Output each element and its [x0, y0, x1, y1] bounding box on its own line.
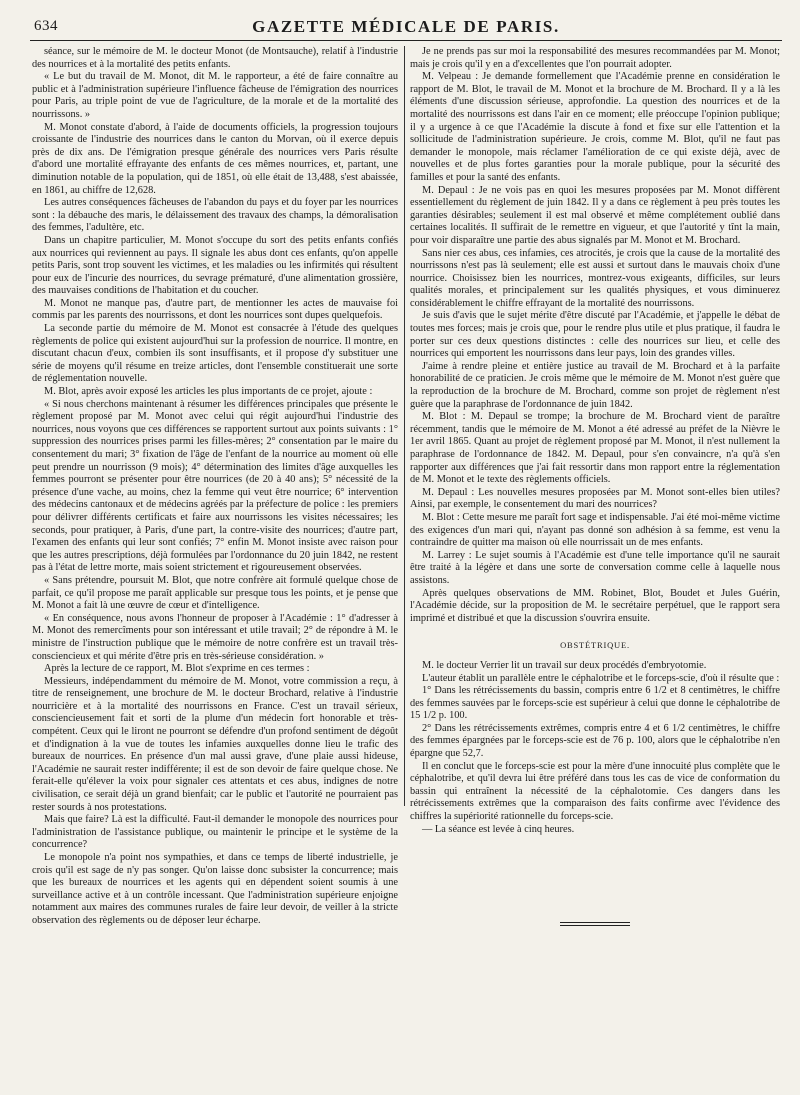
paragraph: Je ne prends pas sur moi la responsabilité des mesures recommandées par M. Monot; mais je crois qu'il y en a d'excellentes que l'on pourrait adopter.: [410, 46, 780, 70]
paragraph: J'aime à rendre pleine et entière justice au travail de M. Brochard et à la parfaite honorabilité de ce praticien. Je crois même que le mémoire de M. Monot n'est guère que la reproduction de la brochure de M. Brochard, comme son projet de règlement n'est guère que la paraphrase de l'ordonnance de juin 1842.: [410, 360, 780, 410]
right-column: [410, 46, 780, 1086]
paragraph: M. le docteur Verrier lit un travail sur deux procédés d'embryotomie.: [422, 659, 707, 671]
page-header: [30, 14, 782, 41]
paragraph: M. Velpeau : Je demande formellement que l'Académie prenne en considération le rapport de M. Blot, le travail de M. Monot et la brochure de M. Brochard. Il y a là les éléments d'une discussion sérieuse, approfondie. La question des nourrices et de la mortalité des nourrissons est dans l'air en ce moment; elle préoccupe l'opinion publique; il y a urgence à ce que l'Académie la discute à fond et fixe sur elle l'attention et la sollicitude de l'administration supérieure. Je crois, comme M. Blot, qu'il ne faut pas demander le monopole, mais réclamer l'amélioration de ce qui existe déjà, avec de nouvelles et de plus fortes garanties pour la morale publique, pour la sécurité des familles et pour la santé des enfants.: [410, 71, 780, 183]
paragraph: Mais que faire? Là est la difficulté. Faut-il demander le monopole des nourrices pour l'administration de l'assistance publique, ou maintenir le principe et le système de la concurrence?: [32, 814, 398, 851]
paragraph: 1° Dans les rétrécissements du bassin, compris entre 6 1/2 et 8 centimètres, le chiffre des femmes sauvées par le forceps-scie est supérieur à celui que donne le céphalotribe de 15 1/2 p. 100.: [410, 685, 780, 722]
paragraph: M. Larrey : Le sujet soumis à l'Académie est d'une telle importance qu'il ne saurait être traité à la légère et dans une sorte de conversation comme celle à laquelle nous assistons.: [410, 549, 780, 586]
left-column: [32, 46, 398, 1086]
paragraph: « Le but du travail de M. Monot, dit M. le rapporteur, a été de faire connaître au public et à l'administration supérieure l'influence fâcheuse de l'émigration des nourrices pour Paris, au triple point de vue de l'agriculture, de la morale et de la mortalité des nourrissons. »: [32, 71, 398, 120]
paragraph: Je suis d'avis que le sujet mérite d'être discuté par l'Académie, et j'appelle le débat de toutes mes forces; mais je crois que, pour le rendre plus utile et plus pratique, il faudra le porter sur ces deux questions distinctes : celle des nourrices sur lieu, et celle des nourrices qui emportent les nourrissons dans leur pays, loin des grandes villes.: [410, 310, 780, 360]
paragraph: L'auteur établit un parallèle entre le céphalotribe et le forceps-scie, d'où il résulte que :: [422, 672, 780, 684]
paragraph: M. Depaul : Les nouvelles mesures proposées par M. Monot sont-elles bien utiles? Ainsi, par exemple, le consentement du mari des nourrices?: [410, 486, 780, 511]
paragraph: « Sans prétendre, poursuit M. Blot, que notre confrère ait formulé quelque chose de parfait, ce qu'il propose me paraît applicable sur presque tous les points, et je pense que M. Monot a fait là une œuvre de cœur et d'intelligence.: [32, 574, 398, 612]
paragraph: Dans un chapitre particulier, M. Monot s'occupe du sort des petits enfants confiés aux nourrices qui reviennent au pays. Il signale les abus dont ces enfants, qu'on appelle petits Paris, sont trop souvent les victimes, et les maladies ou les infirmités qui résultent pour eux de l'incurie des nourrices, du sevrage prématuré, d'une alimentation grossière, des mauvaises conditions de l'habitation et du coucher.: [32, 234, 398, 297]
section-heading: OBSTÉTRIQUE.: [560, 640, 630, 651]
paragraph: Les autres conséquences fâcheuses de l'abandon du pays et du foyer par les nourrices sont : la débauche des maris, le délaissement des travaux des champs, la démoralisation des femmes, l'adultère, etc.: [32, 197, 398, 234]
paragraph: séance, sur le mémoire de M. le docteur Monot (de Montsauche), relatif à l'industrie des nourrices et à la mortalité des petits enfants.: [32, 46, 398, 70]
paragraph: 2° Dans les rétrécissements extrêmes, compris entre 4 et 6 1/2 centimètres, le chiffre des femmes épargnées par le forceps-scie est de 76 p. 100, alors que le céphalotribe n'en épargne que 52,7.: [410, 722, 780, 760]
paragraph: « Si nous cherchons maintenant à résumer les différences principales que présente le règlement proposé par M. Monot avec celui qui régit aujourd'hui l'industrie des nourrices, nous voyons que ces différences se rapportent surtout aux points suivants : 1° suppression des nourrices prises parmi les filles-mères; 2° consentation par le maire du consentement du mari; 3° fixation de l'âge de l'enfant de la nourrice au moment où elle peut prendre un nourrisson (9 mois); 4° détermination des limites d'âge auxquelles les femmes pourront se présenter pour être nourrices (de 20 à 40 ans); 5° nécessité de la présence d'une vache, au moins, chez la femme qui veut être nourrice; 6° intervention des médecins cantonaux et de médecins agréés par la préfecture de police : les premiers pour délivrer différents certificats et faire aux nourrissons les visites nécessaires; les seconds, pour pratiquer, à Paris, d'une part, la contre-visite des nourrices; d'autre part, l'examen des enfants qui leur sont confiés; 7° enfin M. Monot insiste avec raison pour que les autres prescriptions, déjà formulées par l'ordonnance du 20 juin 1842, ne restent pas à l'état de lettre morte, mais soient strictement et rigoureusement observées.: [32, 398, 398, 574]
paragraph: M. Blot : Cette mesure me paraît fort sage et indispensable. J'ai été moi-même victime des exigences d'un mari qui, n'ayant pas donné son adhésion à sa femme, est venu la contraindre de quitter ma maison où elle nourrissait un de mes enfants.: [410, 511, 780, 549]
paragraph: « En conséquence, nous avons l'honneur de proposer à l'Académie : 1° d'adresser à M. Monot des remercîments pour son intéressant et utile travail; 2° de répondre à M. le ministre de l'instruction publique que le mémoire de notre confrère est un travail très-consciencieux et qui mérite d'être pris en très-sérieuse considération. »: [32, 612, 398, 662]
paragraph: Il en conclut que le forceps-scie est pour la mère d'une innocuité plus complète que le céphalotribe, et qu'il devra lui être préféré dans tous les cas de vice de conformation du bassin qui entraînent la nécessité de la céphalotomie. Ces dangers dans les rétrécissements extrêmes que la comparaison des faits confirme avec l'évidence des chiffres la supériorité rationnelle du forceps-scie.: [410, 760, 780, 823]
running-title: GAZETTE MÉDICALE DE PARIS.: [252, 17, 560, 36]
column-divider: [404, 46, 405, 806]
paragraph: M. Blot, après avoir exposé les articles les plus importants de ce projet, ajoute :: [44, 386, 373, 398]
paragraph: Sans nier ces abus, ces infamies, ces atrocités, je crois que la cause de la mortalité des nourrissons n'est pas là seulement; elle est aussi et surtout dans le mauvais choix d'une nourrice. Choisissez bien les nourrices, montrez-vous exigeants, difficiles, sur leurs qualités morales, et principalement sur les qualités physiques, et vous diminuerez considérablement le chiffre effrayant de la mortalité des nourrissons.: [410, 247, 780, 309]
closing-rule: [560, 922, 630, 926]
paragraph: Après la lecture de ce rapport, M. Blot s'exprime en ces termes :: [44, 663, 310, 675]
paragraph: Après quelques observations de MM. Robinet, Blot, Boudet et Jules Guérin, l'Académie décide, sur la proposition de M. le secrétaire perpétuel, que le rapport sera imprimé et distribué et que la discussion s'ouvrira ensuite.: [410, 587, 780, 624]
page-number: 634: [34, 18, 58, 34]
paragraph: Messieurs, indépendamment du mémoire de M. Monot, votre commission a reçu, à titre de renseignement, une brochure de M. le docteur Brochard, relative à l'industrie nourricière et à la mortalité des nourrissons en France. C'est un travail sérieux, consciencieusement fait et sorti de la plume d'un médecin fort honorable et très-compétent. Ceux qui le liront ne pourront se défendre d'un profond sentiment de dégoût et d'indignation à la vue de toutes les infamies auxquelles donne lieu le trafic des bureaux de nourrices. En présence d'un mal aussi grave, d'une plaie aussi hideuse, l'Académie ne saurait rester indifférente; il est de son devoir de faire quelque chose. Ne ferait-elle qu'élever la voix pour signaler ces attentats et ces abus, indignes de notre civilisation, ce serait déjà un grand bienfait; car le public et l'autorité ne pourraient pas rester sourds à nos protestations.: [32, 675, 398, 813]
paragraph: La seconde partie du mémoire de M. Monot est consacrée à l'étude des quelques règlements de police qui existent aujourd'hui sur la profession de nourrice. Il montre, en discutant chacun d'eux, combien ils sont insuffisants, et il propose d'y substituer une série de moyens qu'il résume en treize articles, dont l'ensemble constituerait une sorte de réglementation nouvelle.: [32, 323, 398, 385]
paragraph: M. Monot constate d'abord, à l'aide de documents officiels, la progression toujours croissante de l'industrie des nourrices dans le canton du Morvan, où il exerce depuis près de dix ans. De l'émigration presque générale des nourrices vers Paris résulte d'abord une mortalité effrayante des enfants de ces mêmes nourrices, et, partant, une diminution notable de la population, qui de 1851, où elle était de 13,488, s'est abaissée, en 1861, au chiffre de 12,628.: [32, 121, 398, 196]
paragraph: M. Monot ne manque pas, d'autre part, de mentionner les actes de mauvaise foi commis par les parents des nourrissons, et dont les nourrices sont dupes quelquefois.: [32, 297, 398, 322]
paragraph: Le monopole n'a point nos sympathies, et dans ce temps de liberté industrielle, je crois qu'il est sage de n'y pas songer. Qu'on laisse donc subsister la concurrence; mais que les bureaux de nourrices et les agents qui en dépendent soient soumis à une surveillance active et à un contrôle incessant. Que l'administration supérieure enjoigne notamment aux maires des communes rurales de faire leur devoir, de veiller à la stricte observation des règlements ou de déposer leur écharpe.: [32, 852, 398, 926]
paragraph: M. Depaul : Je ne vois pas en quoi les mesures proposées par M. Monot diffèrent essentiellement du règlement de juin 1842. Il y a dans ce règlement à peu près toutes les garanties désirables; seulement il est mal observé et même complétement oublié dans certaines localités. Il suffirait de le remettre en vigueur, et que l'autorité y tînt la main, pour voir disparaître une partie des abus signalés par M. Monot et M. Brochard.: [410, 184, 780, 246]
paragraph: M. Blot : M. Depaul se trompe; la brochure de M. Brochard vient de paraître récemment, tandis que le mémoire de M. Monot a été adressé au préfet de la Nièvre le 1er avril 1865. Quant au projet de règlement proposé par M. Monot, il n'est nullement la paraphrase de l'ordonnance de 1842. M. Depaul, pour s'en convaincre, n'a qu'à s'en rapporter aux différences que j'ai fait ressortir dans mon rapport entre la réglementation de M. Monot et le texte des règlements officiels.: [410, 411, 780, 486]
paragraph: — La séance est levée à cinq heures.: [422, 823, 575, 835]
